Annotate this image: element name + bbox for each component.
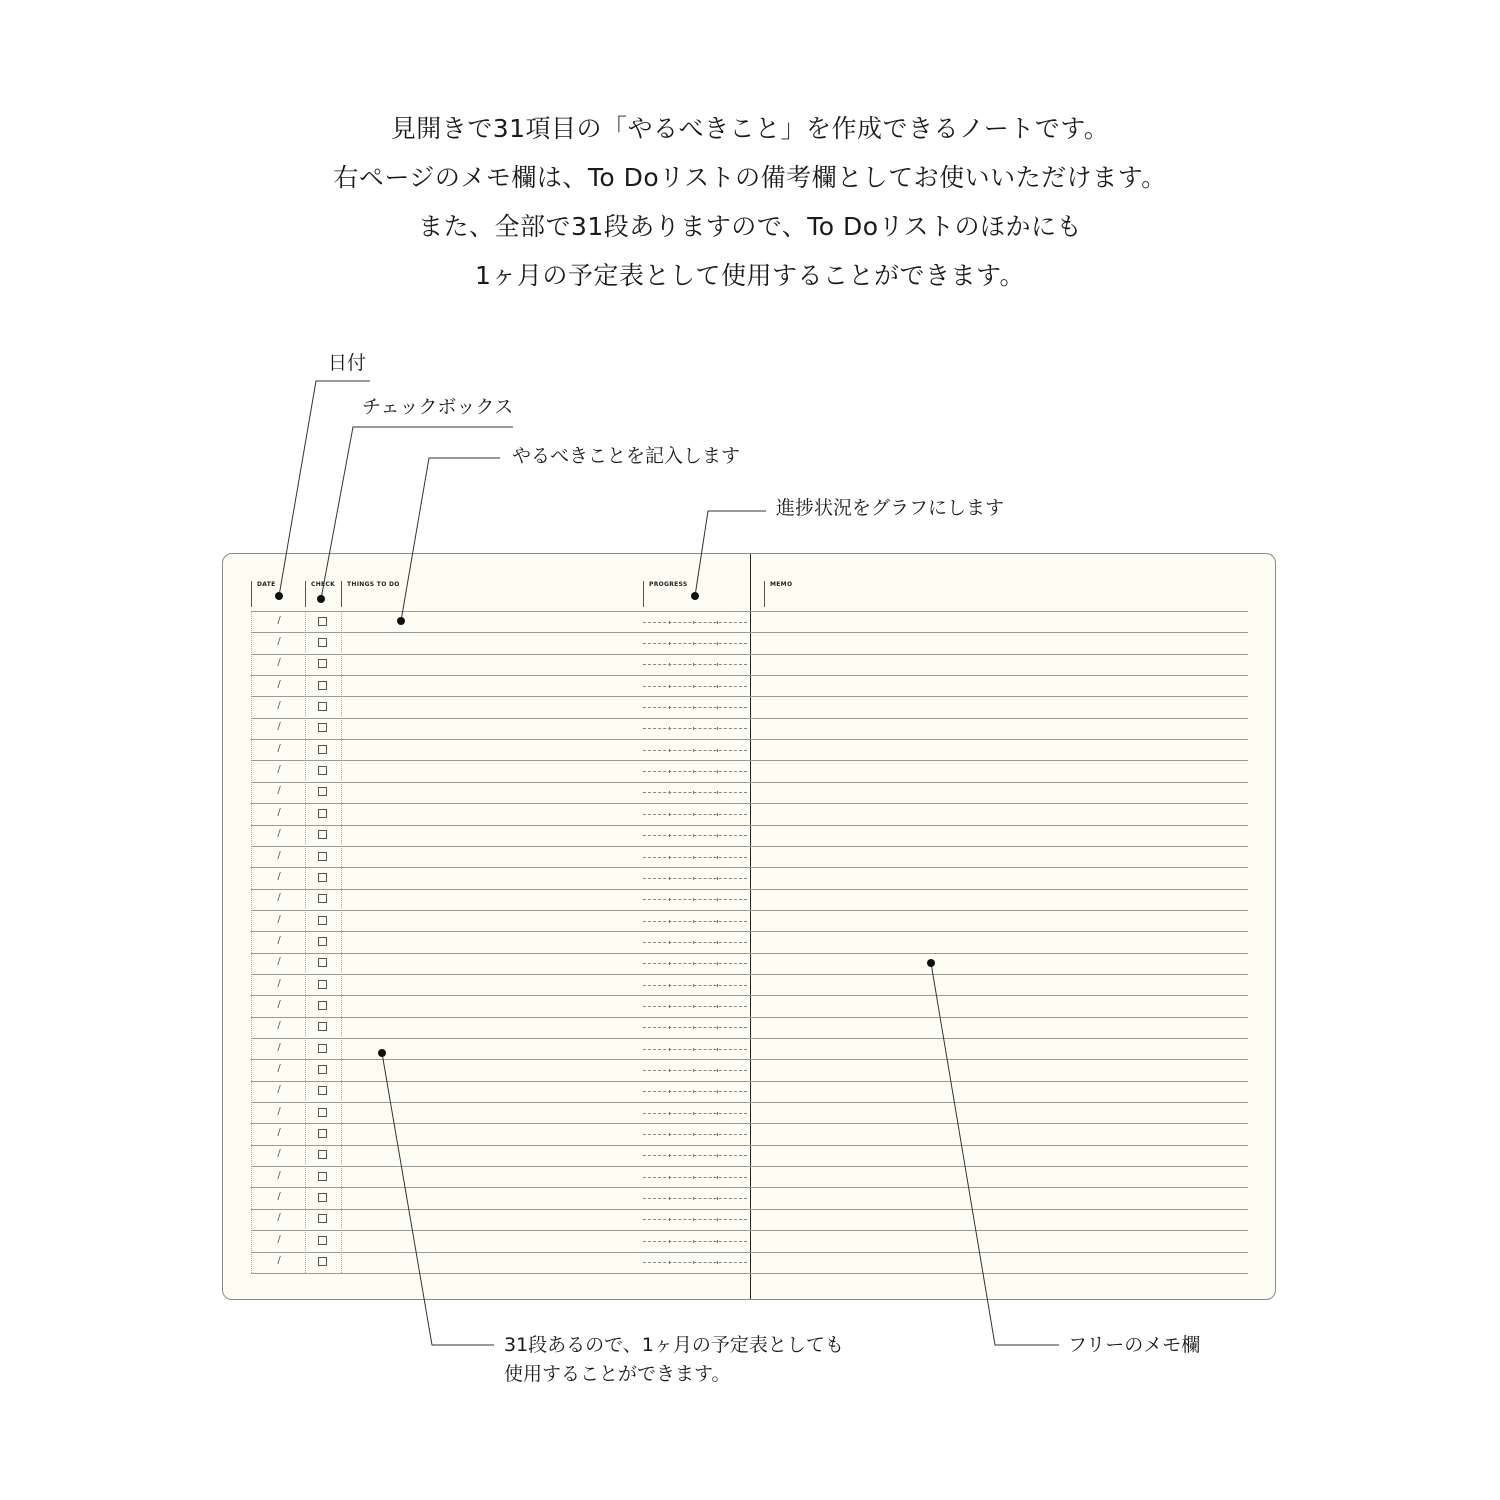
intro-line-4: 1ヶ月の予定表として使用することができます。: [475, 261, 1025, 290]
leader-progress: [695, 511, 766, 596]
callout-memo-label: フリーのメモ欄: [1068, 1334, 1201, 1356]
callout-date-label: 日付: [328, 352, 367, 374]
date-slash: /: [277, 870, 281, 882]
callout-schedule-line-2: 使用することができます。: [504, 1363, 731, 1385]
intro-line-2: 右ページのメモ欄は、To Doリストの備考欄としてお使いいただけます。: [333, 163, 1167, 192]
date-slash: /: [277, 1020, 281, 1032]
callout-dot-check: [317, 595, 325, 603]
date-slash: /: [277, 934, 281, 946]
date-slash: /: [277, 742, 281, 754]
date-slash: /: [277, 1148, 281, 1160]
leader-memo: [931, 963, 1059, 1345]
callout-dot-todo: [397, 617, 405, 625]
callout-dot-memo: [927, 959, 935, 967]
intro-line-1: 見開きで31項目の「やるべきこと」を作成できるノートです。: [390, 114, 1110, 143]
date-slash: /: [277, 700, 281, 712]
leader-todo: [401, 458, 500, 621]
date-slash: /: [277, 1233, 281, 1245]
callout-schedule-line-1: 31段あるので、1ヶ月の予定表としても: [504, 1334, 844, 1356]
header-progress: PROGRESS: [649, 581, 688, 588]
date-slash: /: [277, 1169, 281, 1181]
callout-progress-label: 進捗状況をグラフにします: [776, 497, 1005, 519]
leader-check: [321, 427, 513, 599]
date-slash: /: [277, 721, 281, 733]
date-slash: /: [277, 892, 281, 904]
date-slash: /: [277, 828, 281, 840]
date-slash: /: [277, 849, 281, 861]
callout-dot-date: [275, 592, 283, 600]
date-slash: /: [277, 1105, 281, 1117]
date-slash: /: [277, 977, 281, 989]
date-slash: /: [277, 764, 281, 776]
date-slash: /: [277, 1084, 281, 1096]
date-slash: /: [277, 913, 281, 925]
leader-schedule: [382, 1053, 494, 1345]
header-check: CHECK: [311, 581, 336, 588]
date-slash: /: [277, 956, 281, 968]
callout-todo-label: やるべきことを記入します: [512, 445, 741, 467]
header-memo: MEMO: [770, 581, 793, 588]
header-date: DATE: [257, 581, 276, 588]
date-slash: /: [277, 1212, 281, 1224]
intro-line-3: また、全部で31段ありますので、To Doリストのほかにも: [417, 212, 1083, 241]
callout-check-label: チェックボックス: [362, 396, 514, 418]
header-things-to-do: THINGS TO DO: [347, 581, 400, 588]
date-slash: /: [277, 998, 281, 1010]
callout-dot-progress: [691, 592, 699, 600]
date-slash: /: [277, 1063, 281, 1075]
date-slash: /: [277, 657, 281, 669]
callout-dot-schedule: [378, 1049, 386, 1057]
date-slash: /: [277, 1127, 281, 1139]
date-slash: /: [277, 785, 281, 797]
date-slash: /: [277, 1191, 281, 1203]
date-slash: /: [277, 614, 281, 626]
date-slash: /: [277, 1255, 281, 1267]
date-slash: /: [277, 1041, 281, 1053]
date-slash: /: [277, 678, 281, 690]
leader-date: [279, 381, 370, 596]
date-slash: /: [277, 636, 281, 648]
date-slash: /: [277, 806, 281, 818]
